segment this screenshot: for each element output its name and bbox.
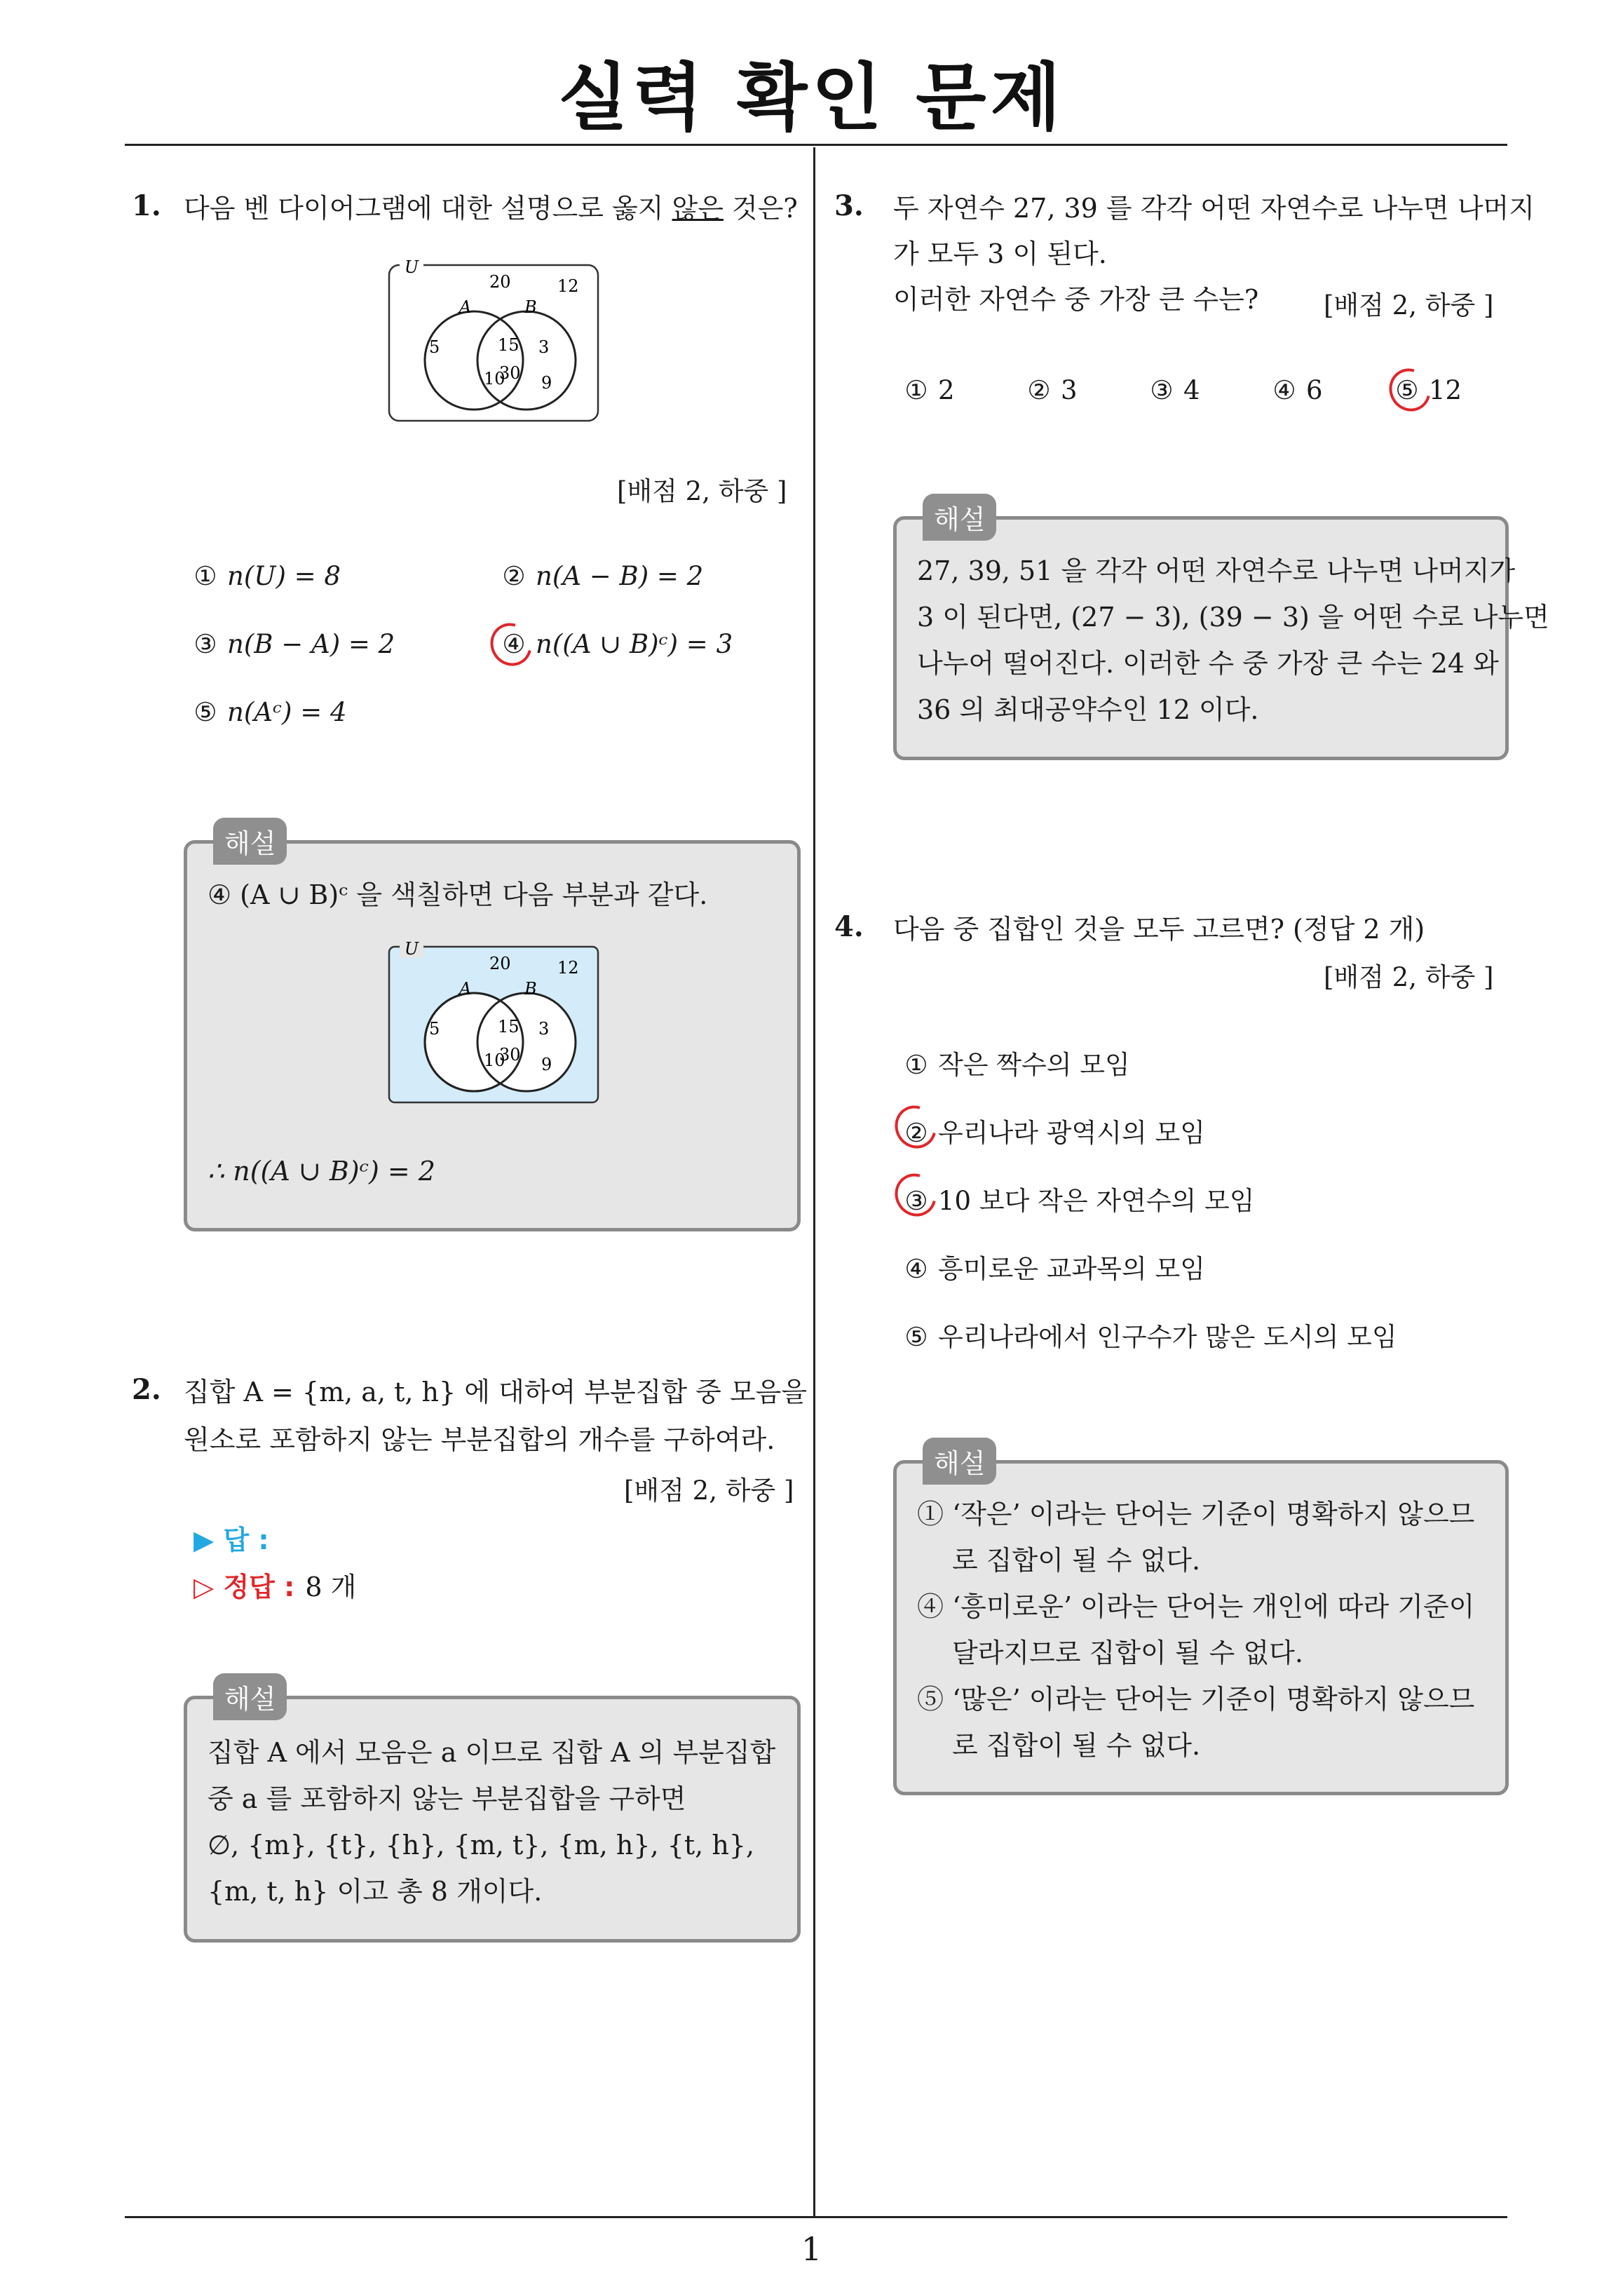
question-4	[834, 910, 864, 943]
venn-a-edge: 10	[484, 369, 505, 389]
venn-a-label: A	[459, 297, 472, 317]
q1-meta: [배점 2, 하중 ]	[617, 476, 787, 506]
q3-option-1[interactable]	[903, 375, 955, 405]
venn-outside-1: 20	[489, 954, 511, 973]
venn-outside-2: 12	[557, 276, 579, 296]
q1-text-underline: 않은	[672, 193, 724, 224]
q2-meta: [배점 2, 하중 ]	[624, 1475, 794, 1506]
selected-answer-mark	[1381, 361, 1438, 419]
option-text: n((A ∪ B)ᶜ) = 3	[536, 629, 733, 659]
option-mark: ③	[1150, 375, 1174, 405]
option-text: 우리나라 광역시의 모임	[938, 1118, 1205, 1148]
q3-option-3[interactable]	[1148, 375, 1200, 405]
q2-solution-text	[208, 1729, 775, 1915]
q3-meta: [배점 2, 하중 ]	[1324, 290, 1494, 320]
option-mark: ①	[193, 561, 217, 591]
q4-option-3[interactable]	[903, 1180, 1255, 1217]
option-text: n(A − B) = 2	[536, 561, 704, 591]
option-mark: ②	[904, 1118, 928, 1148]
q1-solution-line1: ④ (A ∪ B)ᶜ 을 색칠하면 다음 부분과 같다.	[208, 879, 708, 910]
question-1-text	[184, 186, 798, 231]
question-1	[132, 189, 161, 222]
page-title: 실력 확인 문제	[557, 55, 1066, 140]
q1-option-5[interactable]	[192, 697, 347, 727]
option-text: 3	[1061, 375, 1078, 405]
option-mark: ①	[904, 1050, 928, 1080]
question-3	[834, 189, 864, 222]
correct-answer	[193, 1565, 356, 1604]
question-number: 3.	[834, 189, 864, 222]
q3-option-2[interactable]	[1026, 375, 1078, 405]
solution-line: 달라지므로 집합이 될 수 없다.	[952, 1637, 1303, 1668]
q3-option-4[interactable]	[1271, 375, 1323, 405]
venn-a-only: 5	[429, 1019, 440, 1039]
venn-outside-2: 12	[557, 958, 579, 978]
q1-solution-tag: 해설	[213, 818, 287, 865]
solution-line: ④ ‘흥미로운’ 이라는 단어는 개인에 따라 기준이	[917, 1591, 1475, 1622]
q2-line2: 원소로 포함하지 않는 부분집합의 개수를 구하여라.	[184, 1424, 775, 1455]
set-a-circle	[425, 311, 523, 410]
solution-line: 나누어 떨어진다. 이러한 수 중 가장 큰 수는 24 와	[917, 648, 1499, 679]
q3-solution-tag: 해설	[923, 494, 996, 541]
venn-both-2: 30	[499, 363, 521, 383]
correct-value: 8 개	[305, 1572, 357, 1602]
solution-line: {m, t, h} 이고 총 8 개이다.	[208, 1876, 543, 1907]
option-mark: ⑤	[904, 1322, 928, 1352]
q3-line1: 두 자연수 27, 39 를 각각 어떤 자연수로 나누면 나머지	[893, 193, 1535, 224]
option-text: 작은 짝수의 모임	[938, 1050, 1130, 1080]
set-b-circle	[477, 311, 576, 410]
q1-text-pre: 다음 벤 다이어그램에 대한 설명으로 옳지	[184, 193, 672, 224]
column-divider	[813, 147, 815, 2217]
page-number: 1	[801, 2230, 822, 2268]
venn-both-1: 15	[498, 1017, 520, 1036]
solution-line: 로 집합이 될 수 없다.	[952, 1545, 1201, 1576]
correct-label: ▷ 정답 :	[193, 1572, 295, 1602]
top-rule	[125, 144, 1507, 146]
question-2	[132, 1373, 161, 1406]
option-mark: ④	[502, 629, 526, 659]
option-text: 우리나라에서 인구수가 많은 도시의 모임	[938, 1322, 1397, 1352]
solution-line: ① ‘작은’ 이라는 단어는 기준이 명확하지 않으므	[917, 1499, 1475, 1529]
q1-solution-line2: ∴ n((A ∪ B)ᶜ) = 2	[208, 1156, 435, 1187]
q4-option-2[interactable]	[903, 1112, 1205, 1149]
option-mark: ③	[193, 629, 217, 659]
option-text: n(U) = 8	[227, 561, 341, 591]
venn-b-label: B	[524, 979, 537, 999]
option-mark: ②	[1027, 375, 1051, 405]
venn-u-label: U	[404, 940, 419, 959]
option-mark: ③	[904, 1186, 928, 1216]
q3-solution-text	[917, 548, 1549, 733]
solution-line: 집합 A 에서 모음은 a 이므로 집합 A 의 부분집합	[208, 1737, 776, 1768]
q4-meta: [배점 2, 하중 ]	[1324, 962, 1494, 992]
bottom-rule	[125, 2216, 1507, 2218]
answer-label: ▶ 답 :	[193, 1525, 269, 1555]
q1-option-1[interactable]	[192, 561, 341, 591]
solution-line: ⑤ ‘많은’ 이라는 단어는 기준이 명확하지 않으므	[917, 1684, 1475, 1715]
venn-outside-1: 20	[489, 272, 511, 292]
q1-option-3[interactable]	[192, 629, 395, 659]
option-text: n(Aᶜ) = 4	[227, 697, 347, 727]
venn-diagram-shaded	[386, 940, 603, 1108]
venn-b-label: B	[524, 297, 537, 317]
q1-option-2[interactable]	[501, 561, 703, 591]
option-mark: ①	[904, 375, 928, 405]
option-text: 4	[1183, 375, 1200, 405]
venn-both-1: 15	[498, 335, 520, 355]
venn-a-only: 5	[429, 337, 440, 357]
q2-solution-tag: 해설	[213, 1673, 287, 1720]
option-mark: ⑤	[1395, 375, 1419, 405]
set-b-circle	[477, 993, 576, 1091]
option-mark: ⑤	[193, 697, 217, 727]
question-number: 4.	[834, 910, 864, 943]
selected-answer-mark	[482, 616, 539, 674]
option-text: n(B − A) = 2	[227, 629, 395, 659]
venn-b-only-1: 3	[538, 1019, 550, 1039]
q4-option-5[interactable]	[903, 1316, 1397, 1353]
q1-text-post: 것은?	[723, 193, 798, 224]
q4-solution-tag: 해설	[923, 1438, 996, 1485]
q2-line1: 집합 A = {m, a, t, h} 에 대하여 부분집합 중 모음을	[184, 1377, 808, 1407]
option-mark: ④	[1272, 375, 1296, 405]
q1-option-4[interactable]	[501, 629, 733, 659]
solution-line: 중 a 를 포함하지 않는 부분집합을 구하면	[208, 1783, 686, 1814]
solution-line: 36 의 최대공약수인 12 이다.	[917, 694, 1259, 725]
q3-line3: 이러한 자연수 중 가장 큰 수는?	[893, 284, 1259, 315]
solution-line: 3 이 된다면, (27 − 3), (39 − 3) 을 어떤 수로 나누면	[917, 602, 1549, 633]
option-text: 6	[1306, 375, 1323, 405]
option-text: 12	[1429, 375, 1462, 405]
option-mark: ④	[904, 1254, 928, 1284]
question-number: 2.	[132, 1373, 161, 1406]
venn-a-edge: 10	[484, 1051, 505, 1070]
venn-b-only-1: 3	[538, 337, 550, 357]
q3-line2: 가 모두 3 이 된다.	[893, 238, 1107, 269]
venn-u-label: U	[404, 258, 419, 277]
q4-solution-text	[917, 1491, 1474, 1769]
venn-a-label: A	[459, 979, 472, 999]
option-text: 10 보다 작은 자연수의 모임	[938, 1186, 1255, 1216]
solution-line: 로 집합이 될 수 없다.	[952, 1730, 1201, 1761]
option-text: 흥미로운 교과목의 모임	[938, 1254, 1205, 1284]
question-number: 1.	[132, 189, 161, 222]
q4-option-4[interactable]	[903, 1248, 1205, 1285]
venn-b-only-2: 9	[541, 373, 552, 393]
venn-diagram	[386, 258, 603, 426]
option-mark: ②	[502, 561, 526, 591]
solution-line: 27, 39, 51 을 각각 어떤 자연수로 나누면 나머지가	[917, 555, 1516, 586]
venn-b-only-2: 9	[541, 1055, 552, 1074]
q4-text: 다음 중 집합인 것을 모두 고르면? (정답 2 개)	[893, 914, 1425, 945]
venn-both-2: 30	[499, 1045, 521, 1065]
q4-option-1[interactable]	[903, 1044, 1130, 1081]
option-text: 2	[938, 375, 955, 405]
solution-line: ∅, {m}, {t}, {h}, {m, t}, {m, h}, {t, h},	[208, 1830, 755, 1861]
